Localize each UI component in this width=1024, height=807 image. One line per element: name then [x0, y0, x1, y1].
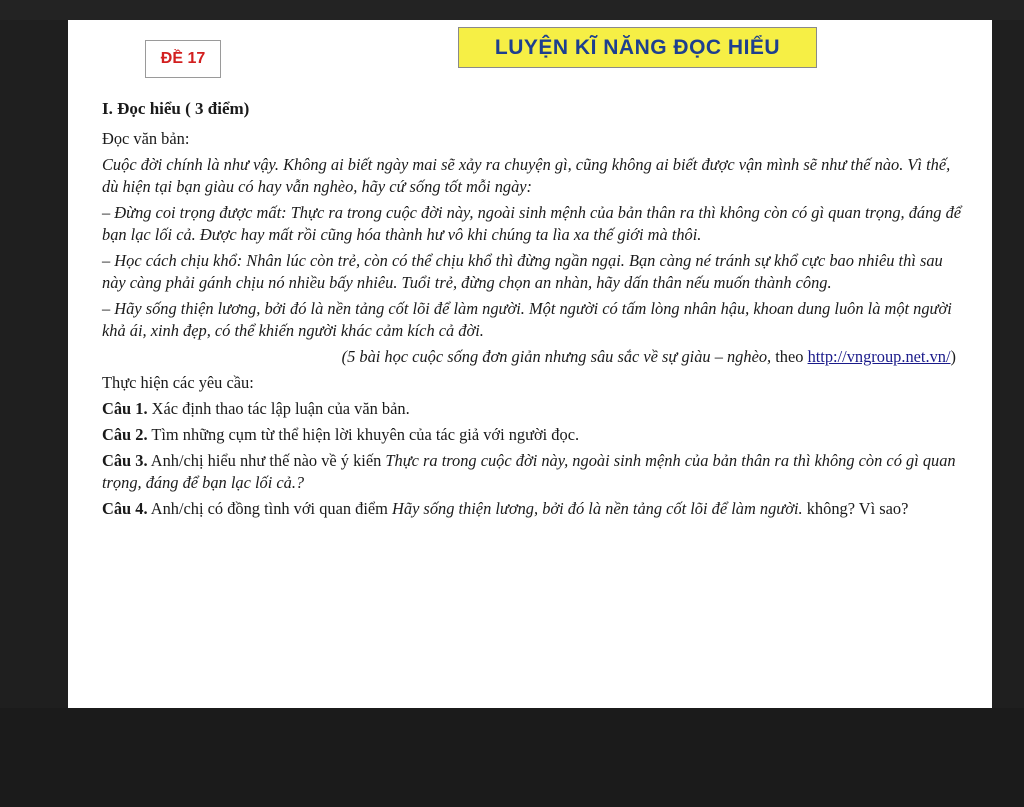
passage-point-3: – Hãy sống thiện lương, bởi đó là nền tảng cốt lõi để làm người. Một người có tấm lòng nhân hậu, khoan dung luôn là một người khả ái, xinh đẹp, có thể khiến người khác cảm kích cả đời.: [102, 299, 952, 340]
top-letterbox: [0, 0, 1024, 20]
document-title: LUYỆN KĨ NĂNG ĐỌC HIỂU: [458, 27, 817, 68]
source-link[interactable]: http://vngroup.net.vn/: [807, 347, 951, 366]
passage-intro: Cuộc đời chính là như vậy. Không ai biết ngày mai sẽ xảy ra chuyện gì, cũng không ai biết được vận mình sẽ như thế nào. Vì thế, dù hiện tại bạn giàu có hay vẫn nghèo, hãy cứ sống tốt mỗi ngày:: [102, 155, 951, 196]
question-2-label: Câu 2.: [102, 425, 148, 444]
passage-point-1: – Đừng coi trọng được mất: Thực ra trong cuộc đời này, ngoài sinh mệnh của bản thân ra thì không còn có gì quan trọng, đáng để bạn lạc lối cả. Được hay mất rồi cũng hóa thành hư vô khi chúng ta lìa xa thế giới mà thôi.: [102, 203, 962, 244]
question-4: [102, 498, 966, 520]
source-theo: theo: [771, 347, 808, 366]
reading-instruction: Đọc văn bản:: [102, 129, 190, 148]
question-1-label: Câu 1.: [102, 399, 148, 418]
question-2-text: Tìm những cụm từ thể hiện lời khuyên của tác giả với người đọc.: [147, 425, 580, 444]
question-1-text: Xác định thao tác lập luận của văn bản.: [147, 399, 410, 418]
question-2: [102, 424, 966, 446]
passage-point-2: – Học cách chịu khổ: Nhân lúc còn trẻ, còn có thể chịu khổ thì đừng ngần ngại. Bạn càng né tránh sự khổ cực bao nhiêu thì sau này càng phải gánh chịu nó nhiều bấy nhiêu. Tuổi trẻ, đừng chọn an nhàn, hãy dấn thân nếu muốn thành công.: [102, 251, 943, 292]
passage-source: [102, 346, 966, 368]
exam-number-badge: ĐỀ 17: [145, 40, 221, 78]
bottom-letterbox: [0, 708, 1024, 807]
section-heading: I. Đọc hiểu ( 3 điểm): [102, 99, 250, 118]
document-page: [68, 20, 992, 708]
question-3-quote: Thực ra trong cuộc đời này, ngoài sinh mệnh của bản thân ra thì không còn có gì quan trọng, đáng để bạn lạc lối cả.?: [102, 451, 956, 492]
question-list: [102, 398, 966, 520]
requirements-heading: Thực hiện các yêu cầu:: [102, 373, 254, 392]
question-1: [102, 398, 966, 420]
question-4-quote: Hãy sống thiện lương, bởi đó là nền tảng cốt lõi để làm người.: [392, 499, 803, 518]
question-4-text: Anh/chị có đồng tình với quan điểm: [147, 499, 393, 518]
question-4-label: Câu 4.: [102, 499, 148, 518]
source-title: (5 bài học cuộc sống đơn giản nhưng sâu sắc về sự giàu – nghèo,: [341, 347, 772, 366]
question-3-text: Anh/chị hiểu như thế nào về ý kiến: [147, 451, 386, 470]
question-3: [102, 450, 966, 494]
question-3-label: Câu 3.: [102, 451, 148, 470]
question-4-tail: không? Vì sao?: [802, 499, 909, 518]
source-close: ): [950, 347, 956, 366]
document-body: [102, 98, 966, 524]
